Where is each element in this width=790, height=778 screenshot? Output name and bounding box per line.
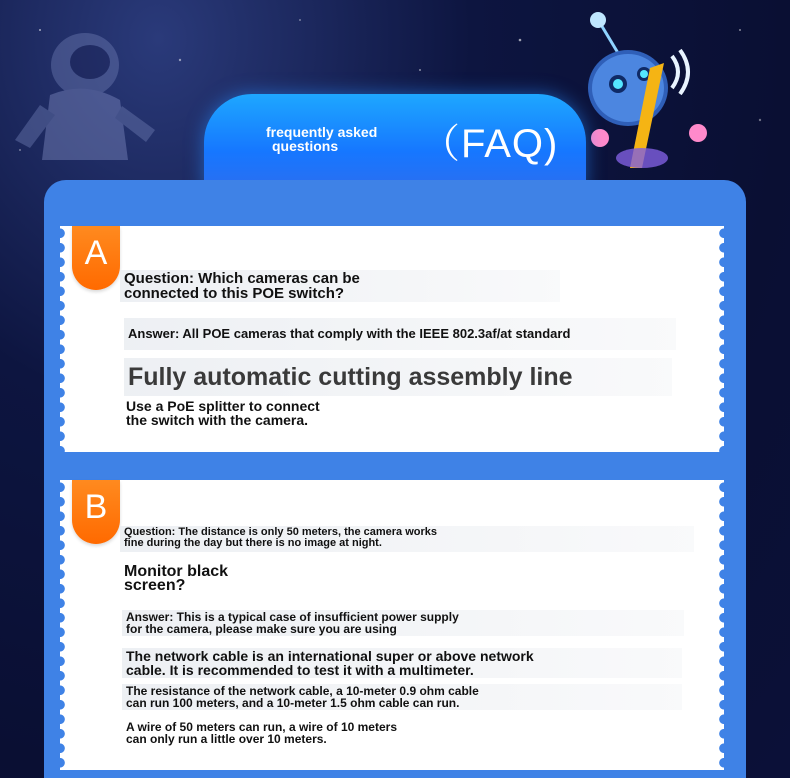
- perforation-left: [54, 226, 66, 452]
- faq-subtitle: [266, 125, 416, 153]
- perforation-right: [718, 480, 730, 770]
- answer-b: Answer: This is a typical case of insufficient power supply for the camera, please make sure you are using: [122, 610, 684, 636]
- faq-card-a: [60, 226, 724, 452]
- faq-card-b: [60, 480, 724, 770]
- badge-b: B: [72, 480, 120, 544]
- faq-subtitle-line1: frequently asked: [266, 124, 378, 140]
- perforation-left: [54, 480, 66, 770]
- astronaut-illustration: [10, 10, 160, 170]
- question-a: Question: Which cameras can be connected to this POE switch?: [120, 270, 560, 302]
- faq-title: （FAQ): [420, 122, 559, 166]
- paragraph-distance: A wire of 50 meters can run, a wire of 10 meters can only run a little over 10 meters.: [126, 720, 397, 746]
- headline-a: Fully automatic cutting assembly line: [124, 358, 672, 396]
- question-b: Question: The distance is only 50 meters, the camera works fine during the day but there is no image at night.: [120, 526, 694, 552]
- perforation-right: [718, 226, 730, 452]
- paragraph-cable: The network cable is an international super or above network cable. It is recommended to test it with a multimeter.: [122, 648, 682, 678]
- badge-a: A: [72, 226, 120, 290]
- tip-a: Use a PoE splitter to connect the switch with the camera.: [126, 398, 320, 428]
- robot-mascot-icon: [580, 8, 720, 178]
- faq-subtitle-line2: questions: [272, 138, 339, 154]
- paragraph-resistance: The resistance of the network cable, a 10-meter 0.9 ohm cable can run 100 meters, and a 10-meter 1.5 ohm cable can run.: [122, 684, 682, 710]
- faq-header-tab: [204, 94, 586, 190]
- headline-b: Monitor black screen?: [124, 563, 229, 594]
- answer-a: Answer: All POE cameras that comply with the IEEE 802.3af/at standard: [124, 318, 676, 350]
